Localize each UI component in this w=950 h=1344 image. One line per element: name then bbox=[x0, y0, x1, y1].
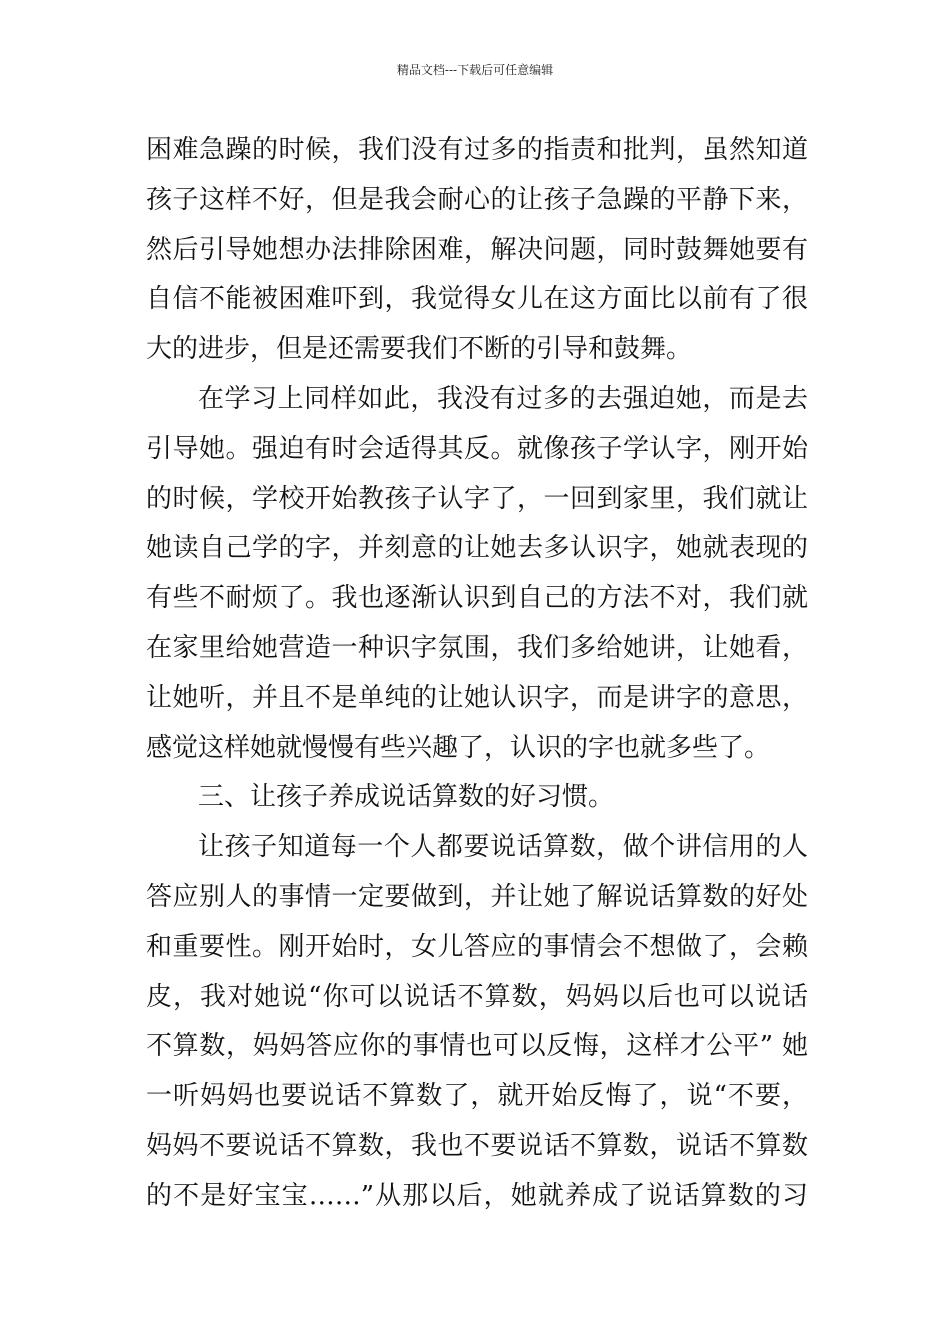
text-line: 的不是好宝宝……”从那以后，她就养成了说话算数的习 bbox=[146, 1180, 808, 1211]
text-line: 和重要性。刚开始时，女儿答应的事情会不想做了，会赖 bbox=[146, 931, 808, 962]
text-line: 在家里给她营造一种识字氛围，我们多给她讲，让她看， bbox=[146, 632, 808, 663]
text-line: 引导她。强迫有时会适得其反。就像孩子学认字，刚开始 bbox=[146, 433, 808, 464]
text-line: 她读自己学的字，并刻意的让她去多认识字，她就表现的 bbox=[146, 533, 808, 564]
section-heading bbox=[146, 773, 808, 823]
paragraph-2 bbox=[146, 375, 808, 773]
heading-line: 三、让孩子养成说话算数的好习惯。 bbox=[198, 782, 615, 813]
text-line: 然后引导她想办法排除困难，解决问题，同时鼓舞她要有 bbox=[146, 234, 808, 265]
text-line: 一听妈妈也要说话不算数了，就开始反悔了，说“不要， bbox=[146, 1081, 808, 1112]
text-line: 让她听，并且不是单纯的让她认识字，而是讲字的意思， bbox=[146, 682, 808, 713]
text-line: 答应别人的事情一定要做到，并让她了解说话算数的好处 bbox=[146, 881, 808, 912]
document-body bbox=[146, 126, 808, 1222]
text-line: 孩子这样不好，但是我会耐心的让孩子急躁的平静下来， bbox=[146, 184, 808, 215]
text-line: 让孩子知道每一个人都要说话算数，做个讲信用的人 bbox=[198, 832, 808, 863]
text-line: 大的进步，但是还需要我们不断的引导和鼓舞。 bbox=[146, 334, 693, 365]
paragraph-1 bbox=[146, 126, 808, 375]
text-line: 困难急躁的时候，我们没有过多的指责和批判，虽然知道 bbox=[146, 135, 808, 165]
text-line: 感觉这样她就慢慢有些兴趣了，认识的字也就多些了。 bbox=[146, 732, 771, 763]
text-line: 自信不能被困难吓到，我觉得女儿在这方面比以前有了很 bbox=[146, 284, 808, 315]
text-line: 不算数，妈妈答应你的事情也可以反悔，这样才公平” 她 bbox=[146, 1031, 808, 1062]
text-line: 的时候，学校开始教孩子认字了，一回到家里，我们就让 bbox=[146, 483, 808, 514]
text-line: 皮，我对她说“你可以说话不算数，妈妈以后也可以说话 bbox=[146, 981, 808, 1012]
text-line: 在学习上同样如此，我没有过多的去强迫她，而是去 bbox=[198, 383, 808, 414]
paragraph-3 bbox=[146, 823, 808, 1221]
text-line: 有些不耐烦了。我也逐渐认识到自己的方法不对，我们就 bbox=[146, 583, 808, 614]
page-header: 精品文档---下载后可任意编辑 bbox=[396, 63, 554, 77]
text-line: 妈妈不要说话不算数，我也不要说话不算数，说话不算数 bbox=[146, 1130, 808, 1161]
